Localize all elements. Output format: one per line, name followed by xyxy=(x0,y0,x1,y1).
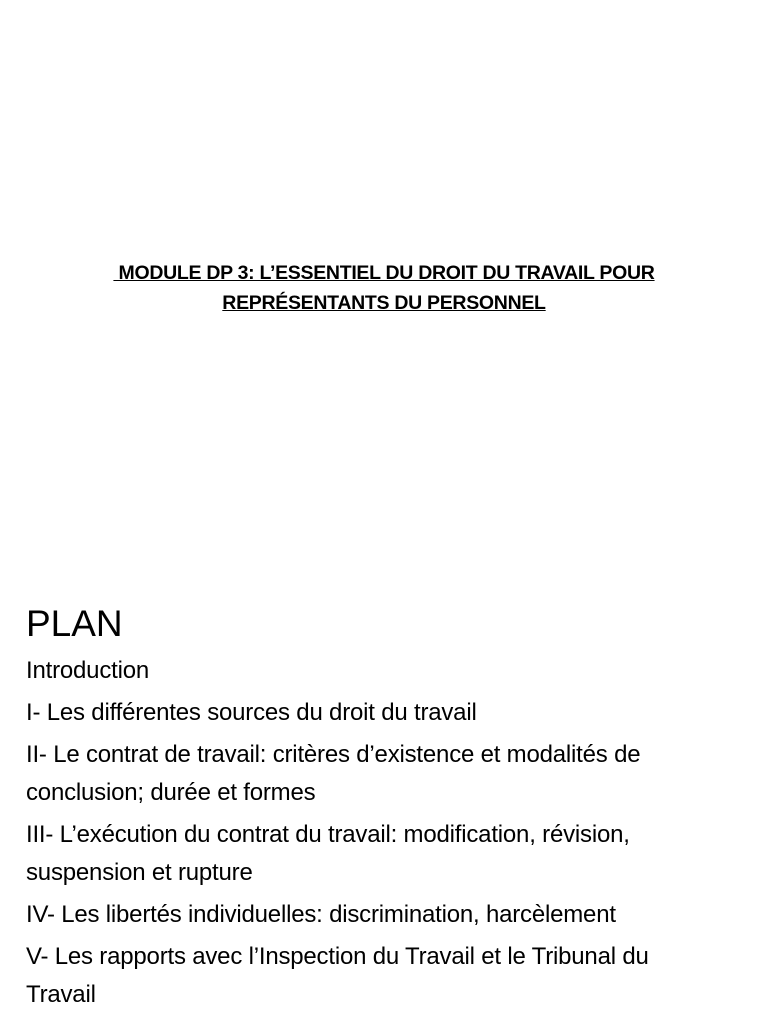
plan-item-text: II- Le contrat de travail: critères d’existence et modalités de xyxy=(26,741,641,768)
plan-item-text: IV- Les libertés individuelles: discrimination, harcèlement xyxy=(26,901,616,928)
plan-item-text: III- L’exécution du contrat du travail: modification, révision, xyxy=(26,821,630,848)
title-line-2: REPRÉSENTANTS DU PERSONNEL xyxy=(222,292,546,314)
plan-item-1 xyxy=(26,694,756,732)
plan-item-text: Introduction xyxy=(26,657,150,684)
plan-item-text-continued: Travail xyxy=(26,981,96,1008)
plan-item-2 xyxy=(26,736,756,812)
plan-item-text-continued: conclusion; durée et formes xyxy=(26,779,316,806)
plan-item-introduction xyxy=(26,652,756,690)
plan-item-text: V- Les rapports avec l’Inspection du Travail et le Tribunal du xyxy=(26,943,649,970)
plan-item-5 xyxy=(26,938,756,1014)
plan-heading: PLAN xyxy=(26,603,123,644)
plan-item-text: I- Les différentes sources du droit du travail xyxy=(26,699,477,726)
plan-item-4 xyxy=(26,896,756,934)
document-title xyxy=(0,258,768,318)
plan-section xyxy=(26,600,756,1018)
plan-item-text-continued: suspension et rupture xyxy=(26,859,253,886)
title-line-1: MODULE DP 3: L’ESSENTIEL DU DROIT DU TRAVAIL POUR xyxy=(113,262,655,284)
plan-list xyxy=(26,652,756,1014)
plan-item-3 xyxy=(26,816,756,892)
